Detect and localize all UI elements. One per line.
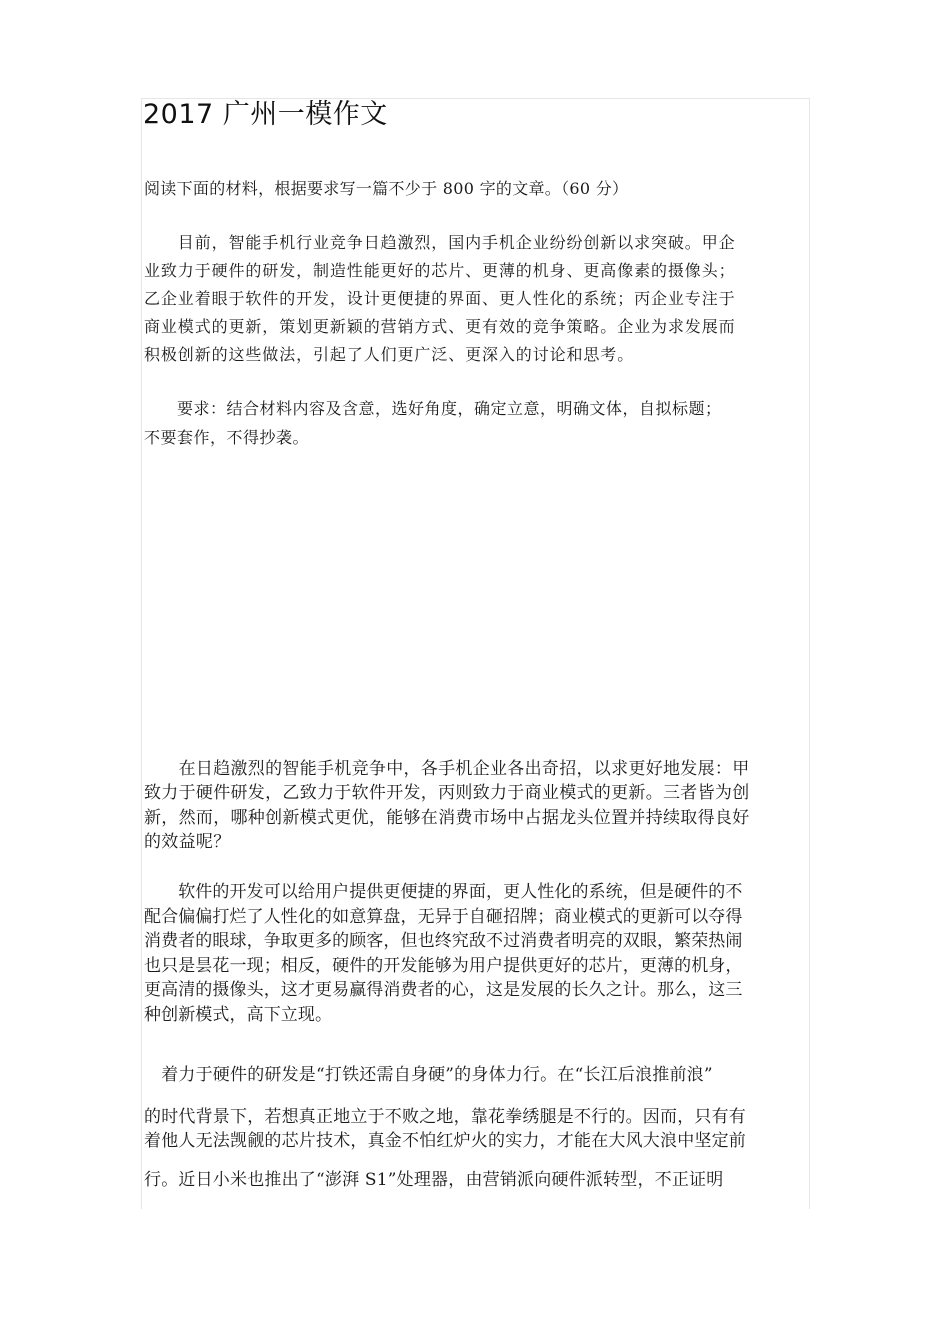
material-line: 目前，智能手机行业竞争日趋激烈，国内手机企业纷纷创新以求突破。甲企 (144, 233, 736, 252)
essay-line: 种创新模式，高下立现。 (144, 1004, 333, 1025)
requirement-paragraph (144, 394, 722, 452)
essay-line: 的效益呢？ (144, 831, 231, 852)
essay-line: 消费者的眼球，争取更多的顾客，但也终究敌不过消费者明亮的双眼，繁荣热闹 (144, 931, 743, 951)
essay-line: 新，然而，哪种创新模式更优，能够在消费市场中占据龙头位置并持续取得良好 (144, 807, 750, 828)
essay-line: 配合偏偏打烂了人性化的如意算盘，无异于自砸招牌；商业模式的更新可以夺得 (144, 906, 743, 927)
material-line: 积极创新的这些做法，引起了人们更广泛、更深入的讨论和思考。 (144, 345, 635, 364)
essay-line: 着力于硬件的研发是“打铁还需自身硬”的身体力行。在“长江后浪推前浪” (144, 1065, 713, 1085)
document-title: 2017 广州一模作文 (143, 99, 388, 130)
material-line: 业致力于硬件的研发，制造性能更好的芯片、更薄的机身、更高像素的摄像头； (144, 261, 736, 280)
essay-line: 软件的开发可以给用户提供更便捷的界面，更人性化的系统，但是硬件的不 (144, 882, 743, 902)
essay-line: 更高清的摄像头，这才更易赢得消费者的心，这是发展的长久之计。那么，这三 (144, 980, 743, 1000)
requirement-line: 不要套作，不得抄袭。 (144, 428, 310, 447)
requirement-line: 要求：结合材料内容及含意，选好角度，确定立意，明确文体，自拟标题； (144, 399, 722, 418)
essay-line: 致力于硬件研发，乙致力于软件开发，丙则致力于商业模式的更新。三者皆为创 (144, 783, 750, 804)
essay-line: 也只是昙花一现；相反，硬件的开发能够为用户提供更好的芯片，更薄的机身， (144, 955, 743, 976)
material-paragraph (144, 229, 736, 369)
essay-prompt: 阅读下面的材料，根据要求写一篇不少于 800 字的文章。（60 分） (144, 179, 629, 198)
essay-line: 的时代背景下，若想真正地立于不败之地，靠花拳绣腿是不行的。因而，只有有 (144, 1107, 746, 1127)
essay-line: 在日趋激烈的智能手机竞争中，各手机企业各出奇招，以求更好地发展：甲 (144, 759, 750, 779)
material-line: 乙企业着眼于软件的开发，设计更便捷的界面、更人性化的系统；丙企业专注于 (144, 289, 736, 308)
essay-paragraph-1 (144, 757, 750, 854)
essay-paragraph-2 (144, 880, 743, 1027)
material-line: 商业模式的更新，策划更新颖的营销方式、更有效的竞争策略。企业为求发展而 (144, 317, 736, 336)
essay-line: 着他人无法觊觎的芯片技术，真金不怕红炉火的实力，才能在大风大浪中坚定前 (144, 1131, 746, 1151)
essay-line: 行。近日小米也推出了“澎湃 S1”处理器，由营销派向硬件派转型，不正证明 (144, 1170, 724, 1190)
